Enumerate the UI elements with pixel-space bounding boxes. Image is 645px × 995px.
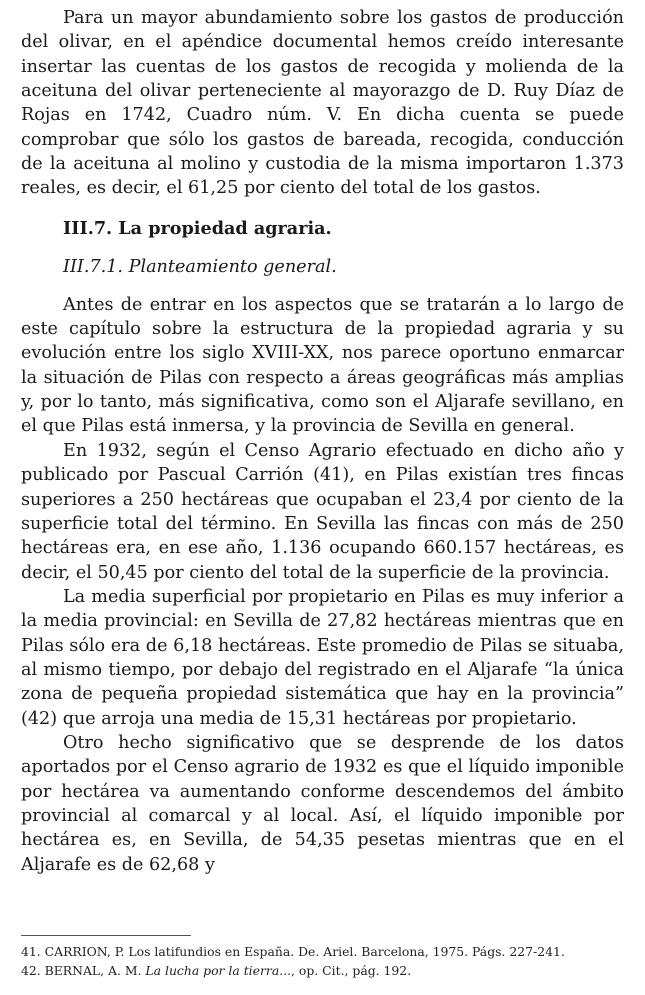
body-text <box>21 6 624 877</box>
footnote-42-author: 42. BERNAL, A. M. <box>21 963 146 978</box>
footnote-42 <box>21 961 631 980</box>
subsection-heading: III.7.1. Planteamiento general. <box>63 256 337 277</box>
paragraph-taxable-income: Otro hecho significativo que se desprende de los datos aportados por el Censo agrario de 1932 es que el líquido imponible por hectárea va aumentando conforme descendemos del ámbito provincial al comarcal y al local. Así, el líquido imponible por hectárea es, en Sevilla, de 54,35 pesetas mientras que en el Aljarafe es de 62,68 y <box>21 732 624 875</box>
footnote-divider <box>21 935 191 936</box>
paragraph-olive-costs: Para un mayor abundamiento sobre los gastos de producción del olivar, en el apéndice documental hemos creído interesante insertar las cuentas de los gastos de recogida y molienda de la aceituna del olivar perteneciente al mayorazgo de D. Ruy Díaz de Rojas en 1742, Cuadro núm. V. En dicha cuenta se puede comprobar que sólo los gastos de bareada, recogida, conducción de la aceituna al molino y custodia de la misma importaron 1.373 reales, es decir, el 61,25 por ciento del total de los gastos. <box>21 8 624 199</box>
paragraph-census-1932: En 1932, según el Censo Agrario efectuado en dicho año y publicado por Pascual Carrión (41), en Pilas existían tres fincas superiores a 250 hectáreas que ocupaban el 23,4 por ciento de la superficie total del término. En Sevilla las fincas con más de 250 hectáreas era, en ese año, 1.136 ocupando 660.157 hectáreas, es decir, el 50,45 por ciento del total de la superficie de la provincia. <box>21 440 624 583</box>
footnote-42-ref: , op. Cit., pág. 192. <box>291 963 412 978</box>
footnote-42-title: La lucha por la tierra... <box>145 963 292 978</box>
paragraph-average-area: La media superficial por propietario en Pilas es muy inferior a la media provincial: en Sevilla de 27,82 hectáreas mientras que en Pilas sólo era de 6,18 hectáreas. Este promedio de Pilas se situaba, al mismo tiempo, por debajo del registrado en el Aljarafe “la única zona de pequeña propiedad sistemática que hay en la provincia” (42) que arroja una media de 15,31 hectáreas por propietario. <box>21 586 624 729</box>
section-heading: III.7. La propiedad agraria. <box>63 217 332 239</box>
paragraph-introduction: Antes de entrar en los aspectos que se tratarán a lo largo de este capítulo sobre la estructura de la propiedad agraria y su evolución entre los siglo XVIII-XX, nos parece oportuno enmarcar la situación de Pilas con respecto a áreas geográficas más amplias y, por lo tanto, más significativa, como son el Aljarafe sevillano, en el que Pilas está inmersa, y la provincia de Sevilla en general. <box>21 294 624 437</box>
footnote-41: 41. CARRION, P. Los latifundios en España. De. Ariel. Barcelona, 1975. Págs. 227-241. <box>21 944 565 959</box>
footnotes <box>21 942 631 980</box>
